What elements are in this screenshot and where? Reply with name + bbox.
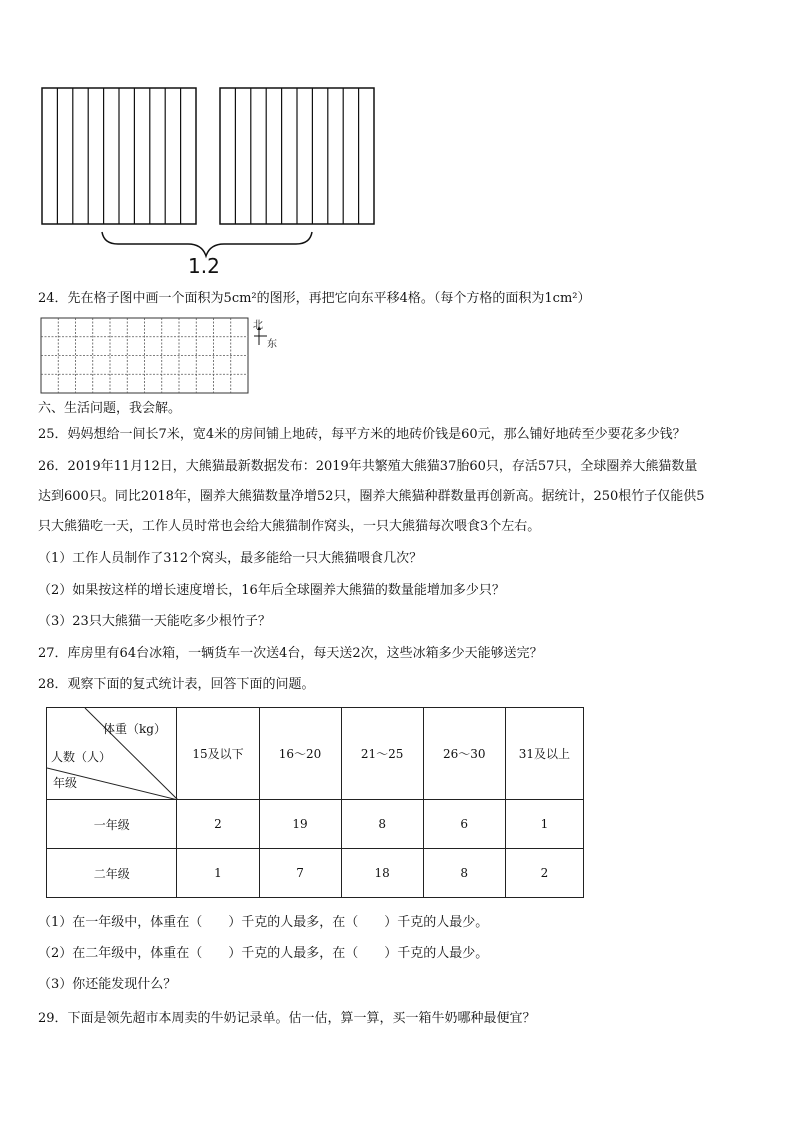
table-row: [47, 849, 584, 898]
section-6-title: 六、生活问题，我会解。: [38, 401, 182, 416]
column-header: 31及以上: [505, 708, 583, 800]
question-26-sub2: （2）如果按这样的增长速度增长，16年后全球圈养大熊猫的数量能增加多少只？: [38, 583, 505, 598]
question-26-sub3: （3）23只大熊猫一天能吃多少根竹子？: [38, 614, 271, 629]
table-cell: 18: [341, 849, 423, 898]
column-header: 15及以下: [177, 708, 259, 800]
question-28-sub2: （2）在二年级中，体重在（ ）千克的人最多，在（ ）千克的人最少。: [38, 946, 489, 961]
header-weight: 体重（kg）: [103, 722, 166, 736]
figure-label: 1.2: [188, 254, 220, 278]
question-26-sub1: （1）工作人员制作了312个窝头，最多能给一只大熊猫喂食几次？: [38, 551, 423, 566]
table-diagonal-header: [47, 708, 177, 800]
header-people: 人数（人）: [51, 750, 112, 764]
table-cell: 2: [505, 849, 583, 898]
table-row: [47, 800, 584, 849]
question-28-sub1: （1）在一年级中，体重在（ ）千克的人最多，在（ ）千克的人最少。: [38, 915, 489, 930]
table-cell: 2: [177, 800, 259, 849]
table-cell: 8: [423, 849, 505, 898]
table-cell: 19: [259, 800, 341, 849]
question-29: 29．下面是领先超市本周卖的牛奶记录单。估一估，算一算，买一箱牛奶哪种最便宜？: [38, 1011, 536, 1026]
question-28-title: 28．观察下面的复式统计表，回答下面的问题。: [38, 677, 315, 692]
table-cell: 1: [505, 800, 583, 849]
table-cell: 7: [259, 849, 341, 898]
fraction-figure: [38, 84, 384, 280]
question-26-line1: 26．2019年11月12日，大熊猫最新数据发布：2019年共繁殖大熊猫37胎60只，存活57只，全球圈养大熊猫数量: [38, 459, 698, 474]
question-24: 24．先在格子图中画一个面积为5cm²的图形，再把它向东平移4格。（每个方格的面积为1cm²）: [38, 291, 591, 306]
compass: [254, 317, 284, 353]
header-grade: 年级: [53, 776, 78, 790]
column-header: 21～25: [341, 708, 423, 800]
column-header: 16～20: [259, 708, 341, 800]
grid-figure: [40, 317, 250, 394]
table-cell: 6: [423, 800, 505, 849]
compass-east-label: 东: [267, 339, 277, 350]
compass-north-label: 北: [253, 320, 263, 331]
question-27: 27．库房里有64台冰箱，一辆货车一次送4台，每天送2次，这些冰箱多少天能够送完？: [38, 646, 543, 661]
row-label: 一年级: [47, 800, 177, 849]
question-26-line2: 达到600只。同比2018年，圈养大熊猫数量净增52只，圈养大熊猫种群数量再创新高。据统计，250根竹子仅能供5: [38, 489, 705, 504]
weight-stat-table: [46, 707, 584, 898]
table-cell: 1: [177, 849, 259, 898]
question-26-line3: 只大熊猫吃一天，工作人员时常也会给大熊猫制作窝头，一只大熊猫每次喂食3个左右。: [38, 519, 541, 534]
table-cell: 8: [341, 800, 423, 849]
column-header: 26～30: [423, 708, 505, 800]
question-28-sub3: （3）你还能发现什么？: [38, 977, 177, 992]
question-25: 25．妈妈想给一间长7米，宽4米的房间铺上地砖，每平方米的地砖价钱是60元，那么铺好地砖至少要花多少钱？: [38, 427, 686, 442]
row-label: 二年级: [47, 849, 177, 898]
